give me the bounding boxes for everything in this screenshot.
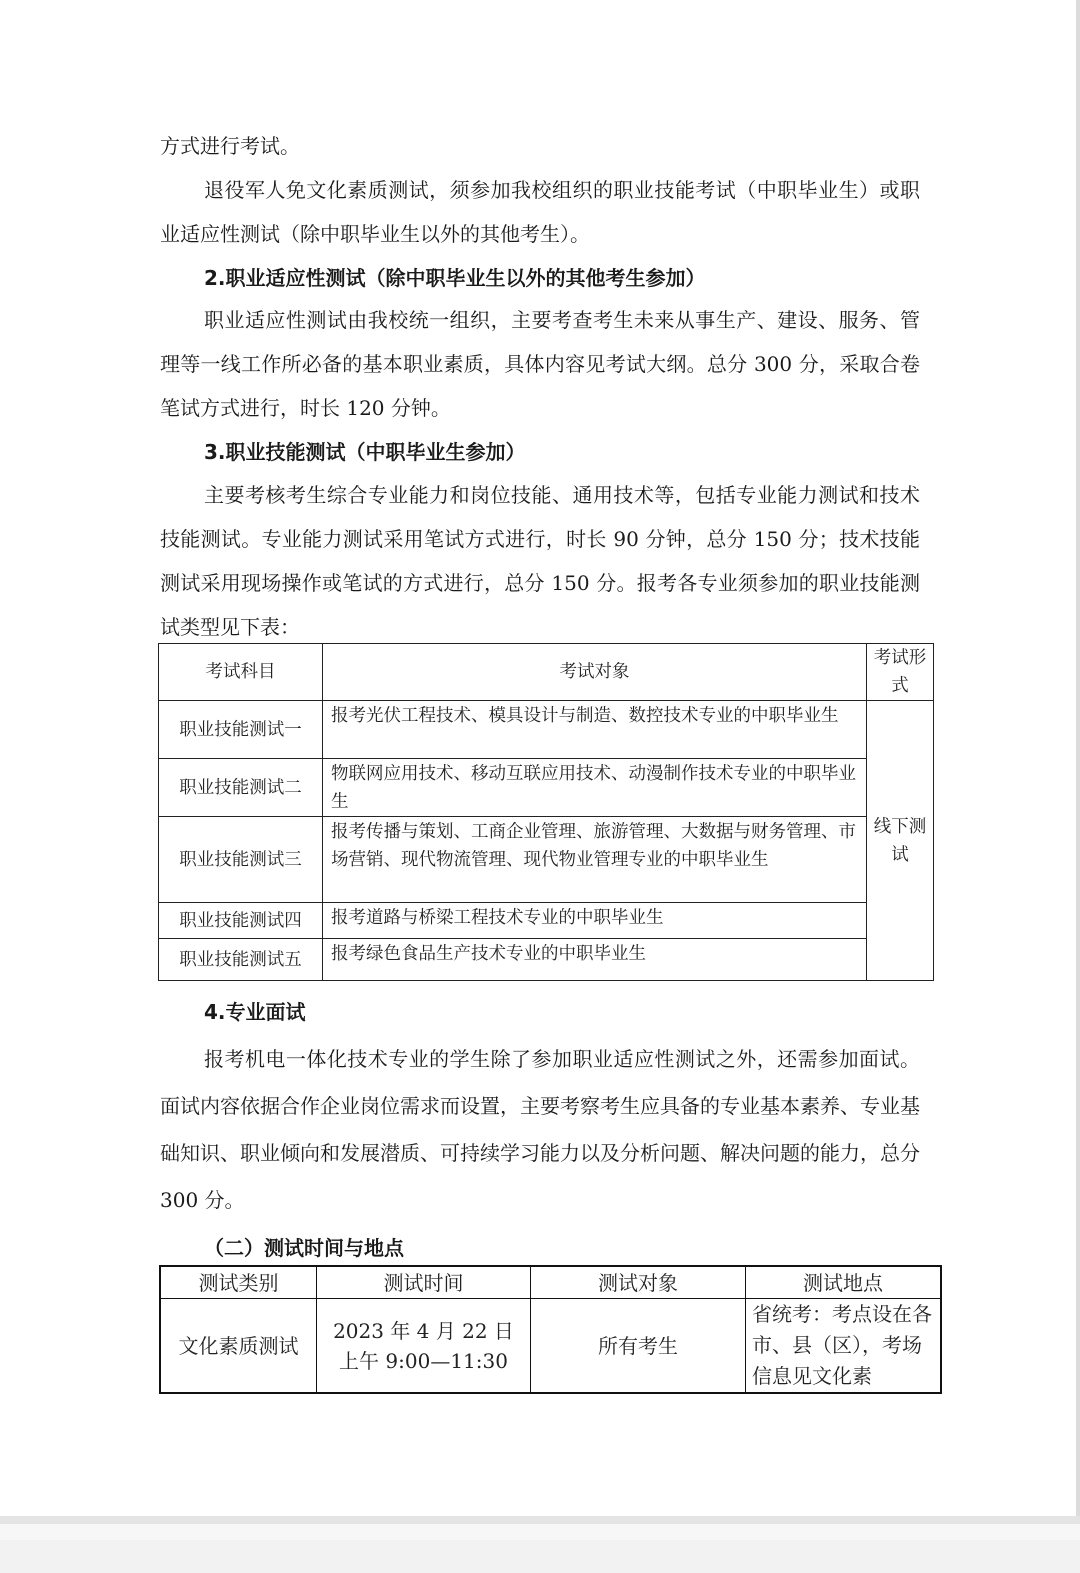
subject-cell: 职业技能测试五 [159, 939, 323, 981]
date-text: 2023 年 4 月 22 日 [333, 1318, 514, 1343]
paragraph-continuation: 方式进行考试。 [160, 134, 300, 158]
header-category: 测试类别 [160, 1266, 317, 1299]
paragraph-skill-test: 主要考核考生综合专业能力和岗位技能、通用技术等，包括专业能力测试和技术技能测试。专业能力测试采用笔试方式进行，时长 90 分钟，总分 150 分；技术技能测试采用现场操作或笔试的方式进行，总分 150 分。报考各专业须参加的职业技能测试类型见下表： [160, 483, 920, 639]
form-cell: 线下测试 [867, 701, 934, 981]
skill-test-table [158, 643, 934, 981]
table-row [159, 903, 934, 939]
header-target: 测试对象 [531, 1266, 746, 1299]
page-edge [1076, 0, 1080, 1520]
heading-interview: 4.专业面试 [204, 1000, 306, 1024]
paragraph-veterans: 退役军人免文化素质测试，须参加我校组织的职业技能考试（中职毕业生）或职业适应性测试（除中职毕业生以外的其他考生）。 [160, 178, 920, 246]
table-row [159, 939, 934, 981]
table-header-row [159, 644, 934, 701]
heading-schedule: （二）测试时间与地点 [204, 1236, 404, 1260]
subject-cell: 职业技能测试四 [159, 903, 323, 939]
header-form: 考试形式 [867, 644, 934, 701]
header-target: 考试对象 [323, 644, 867, 701]
heading-aptitude-test: 2.职业适应性测试（除中职毕业生以外的其他考生参加） [204, 266, 706, 290]
header-time: 测试时间 [317, 1266, 531, 1299]
target-cell: 报考绿色食品生产技术专业的中职毕业生 [323, 939, 867, 981]
time-cell [317, 1299, 531, 1394]
target-cell: 报考光伏工程技术、模具设计与制造、数控技术专业的中职毕业生 [323, 701, 867, 759]
table-row [160, 1299, 941, 1394]
schedule-table [159, 1265, 942, 1394]
target-cell: 报考传播与策划、工商企业管理、旅游管理、大数据与财务管理、市场营销、现代物流管理、现代物业管理专业的中职毕业生 [323, 817, 867, 903]
paragraph-aptitude-test: 职业适应性测试由我校统一组织，主要考查考生未来从事生产、建设、服务、管理等一线工作所必备的基本职业素质，具体内容见考试大纲。总分 300 分，采取合卷笔试方式进行，时长 120 分钟。 [160, 308, 920, 420]
target-cell: 物联网应用技术、移动互联应用技术、动漫制作技术专业的中职毕业生 [323, 759, 867, 817]
table-row [159, 701, 934, 759]
paragraph-interview: 报考机电一体化技术专业的学生除了参加职业适应性测试之外，还需参加面试。面试内容依据合作企业岗位需求而设置，主要考察考生应具备的专业基本素养、专业基础知识、职业倾向和发展潜质、可持续学习能力以及分析问题、解决问题的能力，总分 300 分。 [160, 1047, 920, 1212]
heading-skill-test: 3.职业技能测试（中职毕业生参加） [204, 440, 526, 464]
target-cell: 所有考生 [531, 1299, 746, 1394]
subject-cell: 职业技能测试三 [159, 817, 323, 903]
table-header-row [160, 1266, 941, 1299]
subject-cell: 职业技能测试二 [159, 759, 323, 817]
subject-cell: 职业技能测试一 [159, 701, 323, 759]
time-text: 上午 9:00—11:30 [339, 1348, 508, 1373]
header-location: 测试地点 [746, 1266, 942, 1299]
header-subject: 考试科目 [159, 644, 323, 701]
location-cell: 省统考：考点设在各市、县（区），考场信息见文化素 [746, 1299, 942, 1394]
target-cell: 报考道路与桥梁工程技术专业的中职毕业生 [323, 903, 867, 939]
table-row [159, 817, 934, 903]
table-row [159, 759, 934, 817]
page-gap-scroll-area [0, 1516, 1080, 1573]
category-cell: 文化素质测试 [160, 1299, 317, 1394]
